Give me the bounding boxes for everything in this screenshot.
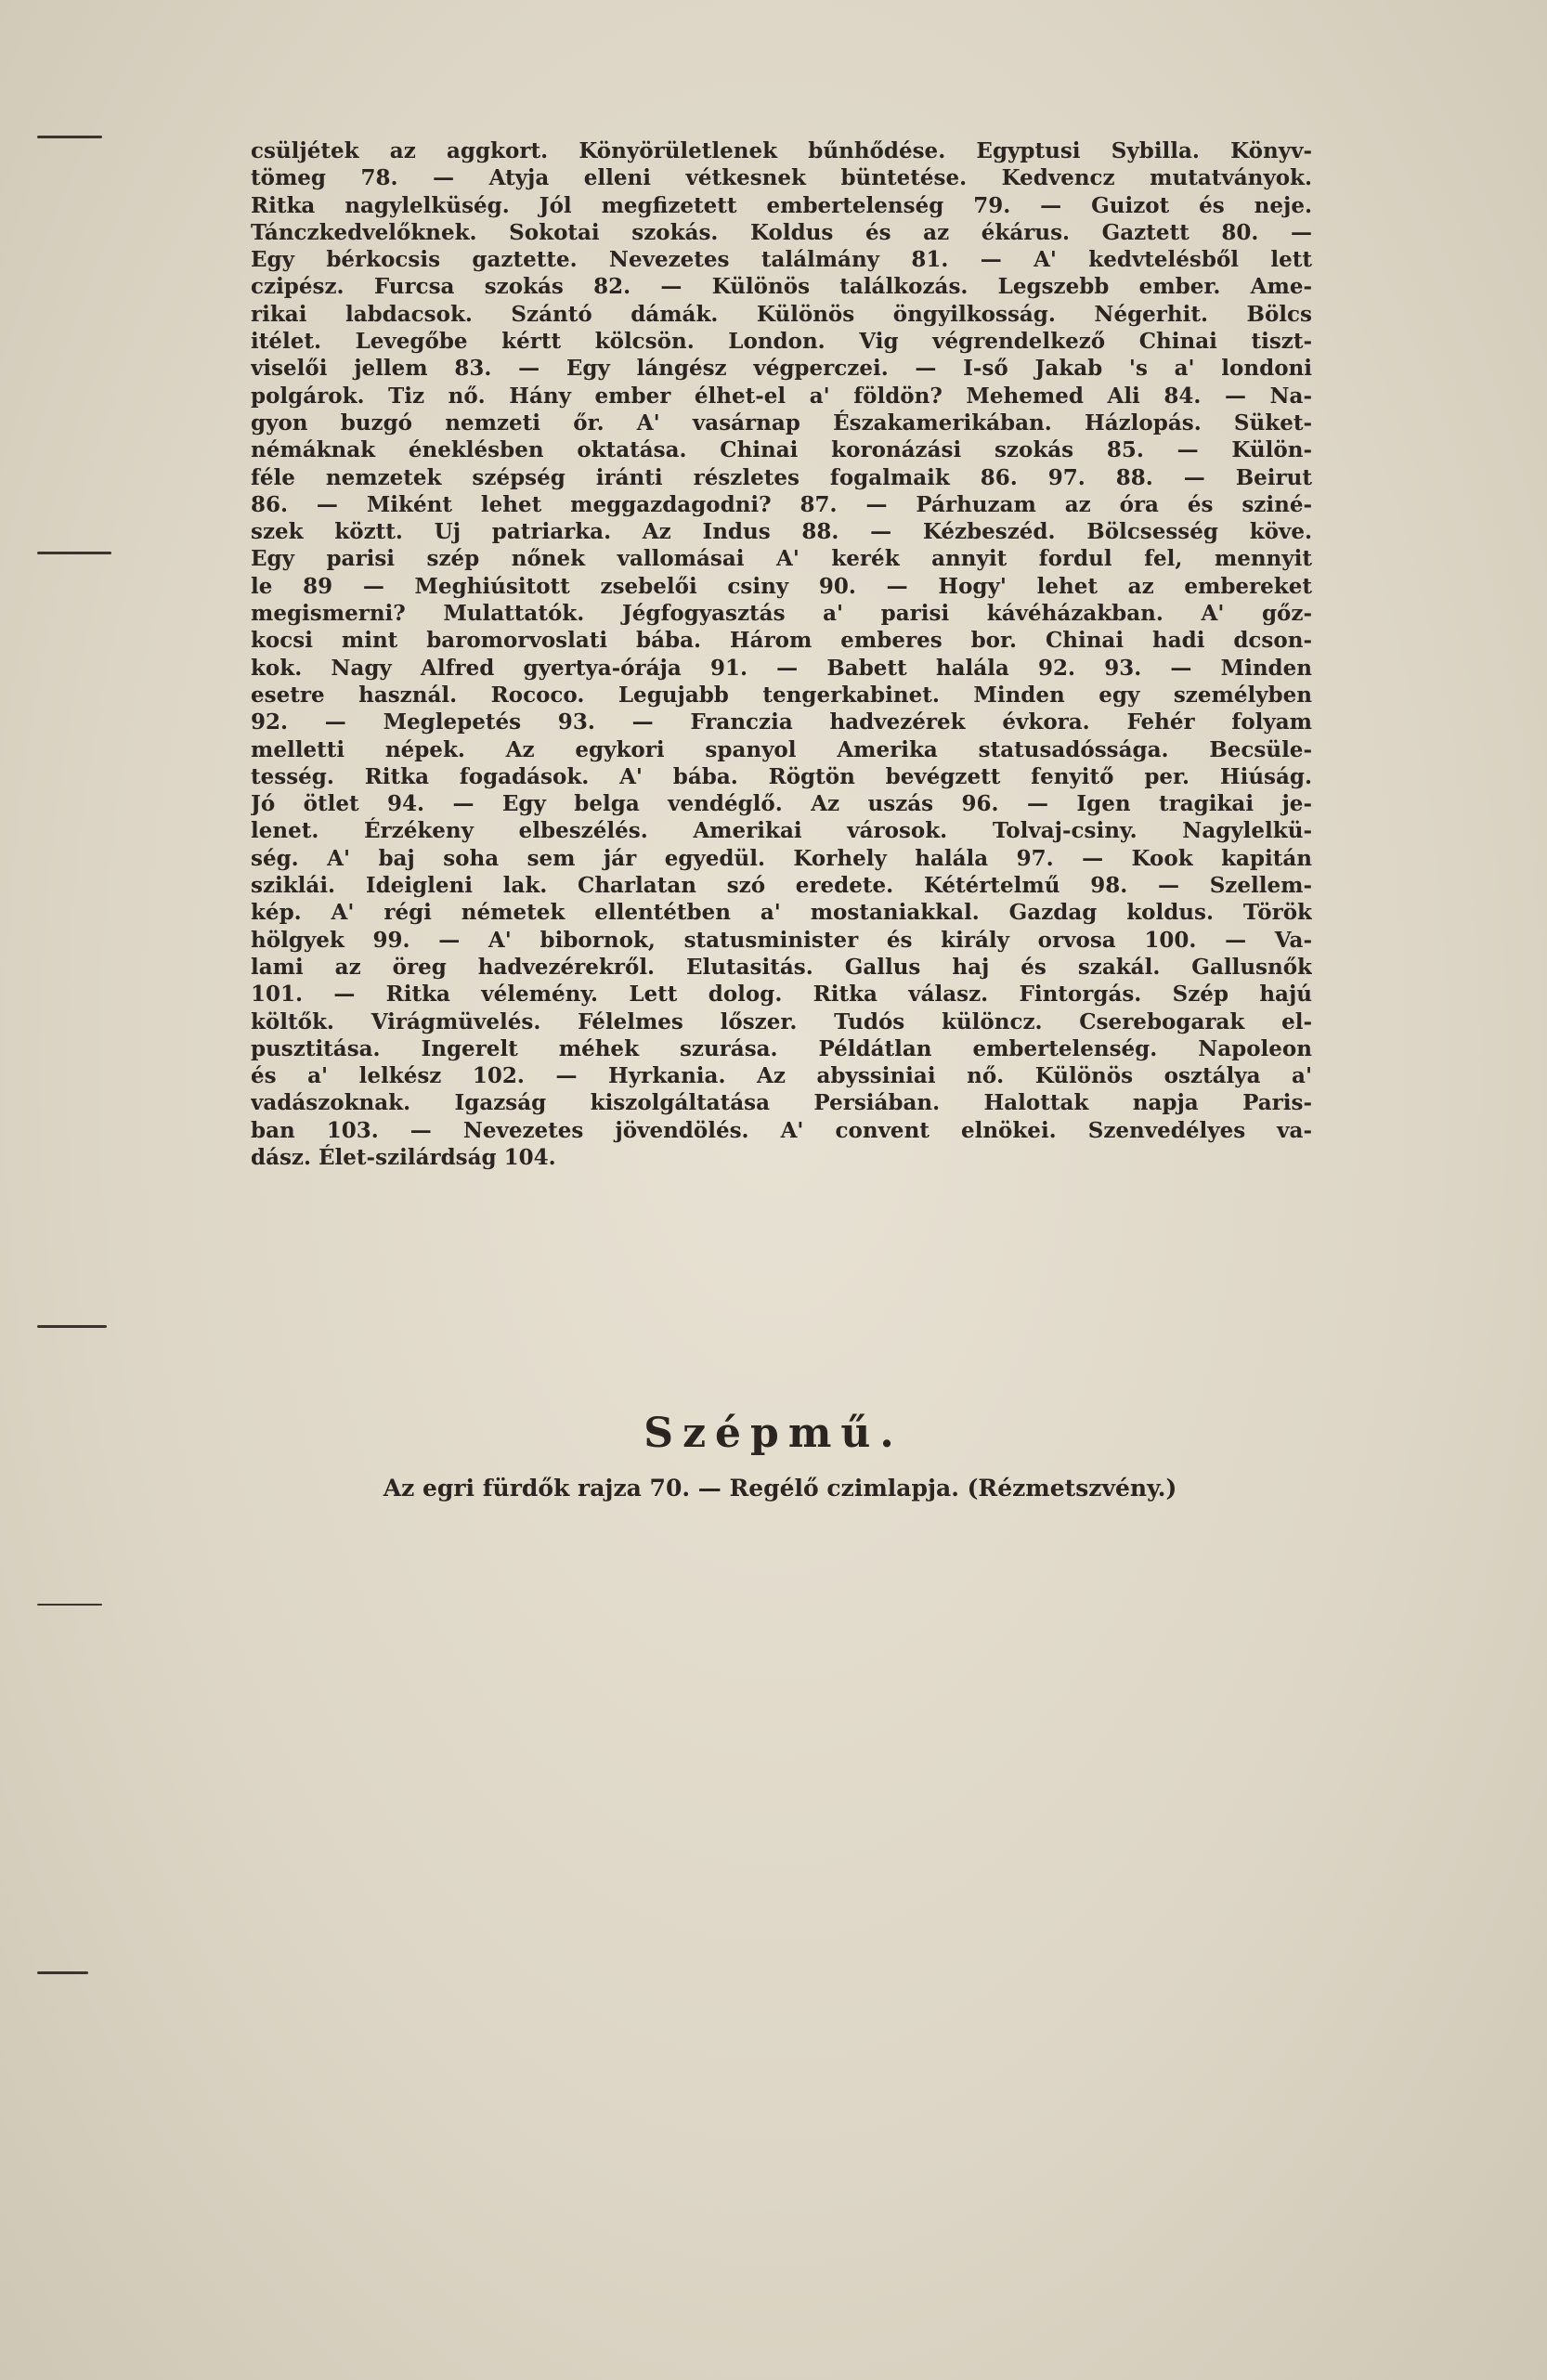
section-entry: Az egri fürdők rajza 70. — Regélő czimlapja. (Rézmetszvény.) [383,1475,1177,1502]
section-title: Szépmű. [644,1410,904,1457]
contents-line: csüljétek az aggkort. Könyörületlenek bűnhődése. Egyptusi Sybilla. Könyv- [251,138,1312,163]
binding-mark [37,1325,107,1328]
contents-line: kocsi mint baromorvoslati bába. Három emberes bor. Chinai hadi dcson- [251,628,1312,654]
contents-line: és a' lelkész 102. — Hyrkania. Az abyssiniai nő. Különös osztálya a' [251,1063,1312,1089]
contents-line: lenet. Érzékeny elbeszélés. Amerikai városok. Tolvaj-csiny. Nagylelkü- [251,818,1312,844]
contents-line: féle nemzetek szépség iránti részletes fogalmaik 86. 97. 88. — Beirut [251,464,1312,490]
contents-line: sziklái. Ideigleni lak. Charlatan szó eredete. Kétértelmű 98. — Szellem- [251,873,1312,899]
contents-line: melletti népek. Az egykori spanyol Amerika statusadóssága. Becsüle- [251,736,1312,762]
contents-line: Egy bérkocsis gaztette. Nevezetes találmány 81. — A' kedvtelésből lett [251,247,1312,273]
contents-line: Ritka nagylelküség. Jól megfizetett embertelenség 79. — Guizot és neje. [251,192,1312,218]
contents-line: dász. Élet-szilárdság 104. [251,1144,556,1170]
contents-line: 101. — Ritka vélemény. Lett dolog. Ritka válasz. Fintorgás. Szép hajú [251,982,1312,1008]
binding-mark [37,1604,102,1606]
contents-line: esetre használ. Rococo. Legujabb tengerkabinet. Minden egy személyben [251,682,1312,708]
contents-line: ség. A' baj soha sem jár egyedül. Korhely halála 97. — Kook kapitán [251,845,1312,871]
contents-line: költők. Virágmüvelés. Félelmes lőszer. Tudós különcz. Cserebogarak el- [251,1008,1312,1034]
contents-line: le 89 — Meghiúsitott zsebelői csiny 90. — Hogy' lehet az embereket [251,573,1312,599]
contents-line: 86. — Miként lehet meggazdagodni? 87. — Párhuzam az óra és sziné- [251,491,1312,517]
contents-line: némáknak éneklésben oktatása. Chinai koronázási szokás 85. — Külön- [251,437,1312,463]
contents-line: hölgyek 99. — A' bibornok, statusminister és király orvosa 100. — Va- [251,927,1312,953]
contents-line: tömeg 78. — Atyja elleni vétkesnek büntetése. Kedvencz mutatványok. [251,165,1312,191]
contents-line: vadászoknak. Igazság kiszolgáltatása Persiában. Halottak napja Paris- [251,1090,1312,1116]
contents-line: polgárok. Tiz nő. Hány ember élhet-el a' földön? Mehemed Ali 84. — Na- [251,383,1312,409]
binding-mark [37,552,111,554]
contents-line: tesség. Ritka fogadások. A' bába. Rögtön bevégzett fenyitő per. Hiúság. [251,763,1312,789]
contents-line: szek köztt. Uj patriarka. Az Indus 88. — Kézbeszéd. Bölcsesség köve. [251,519,1312,545]
contents-line: Jó ötlet 94. — Egy belga vendéglő. Az uszás 96. — Igen tragikai je- [251,791,1312,817]
contents-list [251,137,1312,1171]
contents-line: rikai labdacsok. Szántó dámák. Különös öngyilkosság. Négerhit. Bölcs [251,301,1312,327]
contents-line: ban 103. — Nevezetes jövendölés. A' convent elnökei. Szenvedélyes va- [251,1117,1312,1143]
contents-line: pusztitása. Ingerelt méhek szurása. Példátlan embertelenség. Napoleon [251,1035,1312,1061]
contents-line: Egy parisi szép nőnek vallomásai A' kerék annyit fordul fel, mennyit [251,546,1312,572]
contents-line: kok. Nagy Alfred gyertya-órája 91. — Babett halála 92. 93. — Minden [251,655,1312,681]
contents-line: lami az öreg hadvezérekről. Elutasitás. Gallus haj és szakál. Gallusnők [251,954,1312,980]
binding-mark [37,1971,88,1974]
contents-line: Tánczkedvelőknek. Sokotai szokás. Koldus és az ékárus. Gaztett 80. — [251,219,1312,245]
contents-line: itélet. Levegőbe kértt kölcsön. London. Vig végrendelkező Chinai tiszt- [251,329,1312,355]
contents-line: czipész. Furcsa szokás 82. — Különös találkozás. Legszebb ember. Ame- [251,274,1312,300]
contents-line: megismerni? Mulattatók. Jégfogyasztás a' parisi kávéházakban. A' gőz- [251,601,1312,627]
binding-mark [37,136,102,138]
contents-line: kép. A' régi németek ellentétben a' mostaniakkal. Gazdag koldus. Török [251,900,1312,926]
contents-line: gyon buzgó nemzeti őr. A' vasárnap Északamerikában. Házlopás. Süket- [251,410,1312,436]
contents-line: 92. — Meglepetés 93. — Franczia hadvezérek évkora. Fehér folyam [251,709,1312,735]
contents-line: viselői jellem 83. — Egy lángész végperczei. — I-ső Jakab 's a' londoni [251,356,1312,382]
